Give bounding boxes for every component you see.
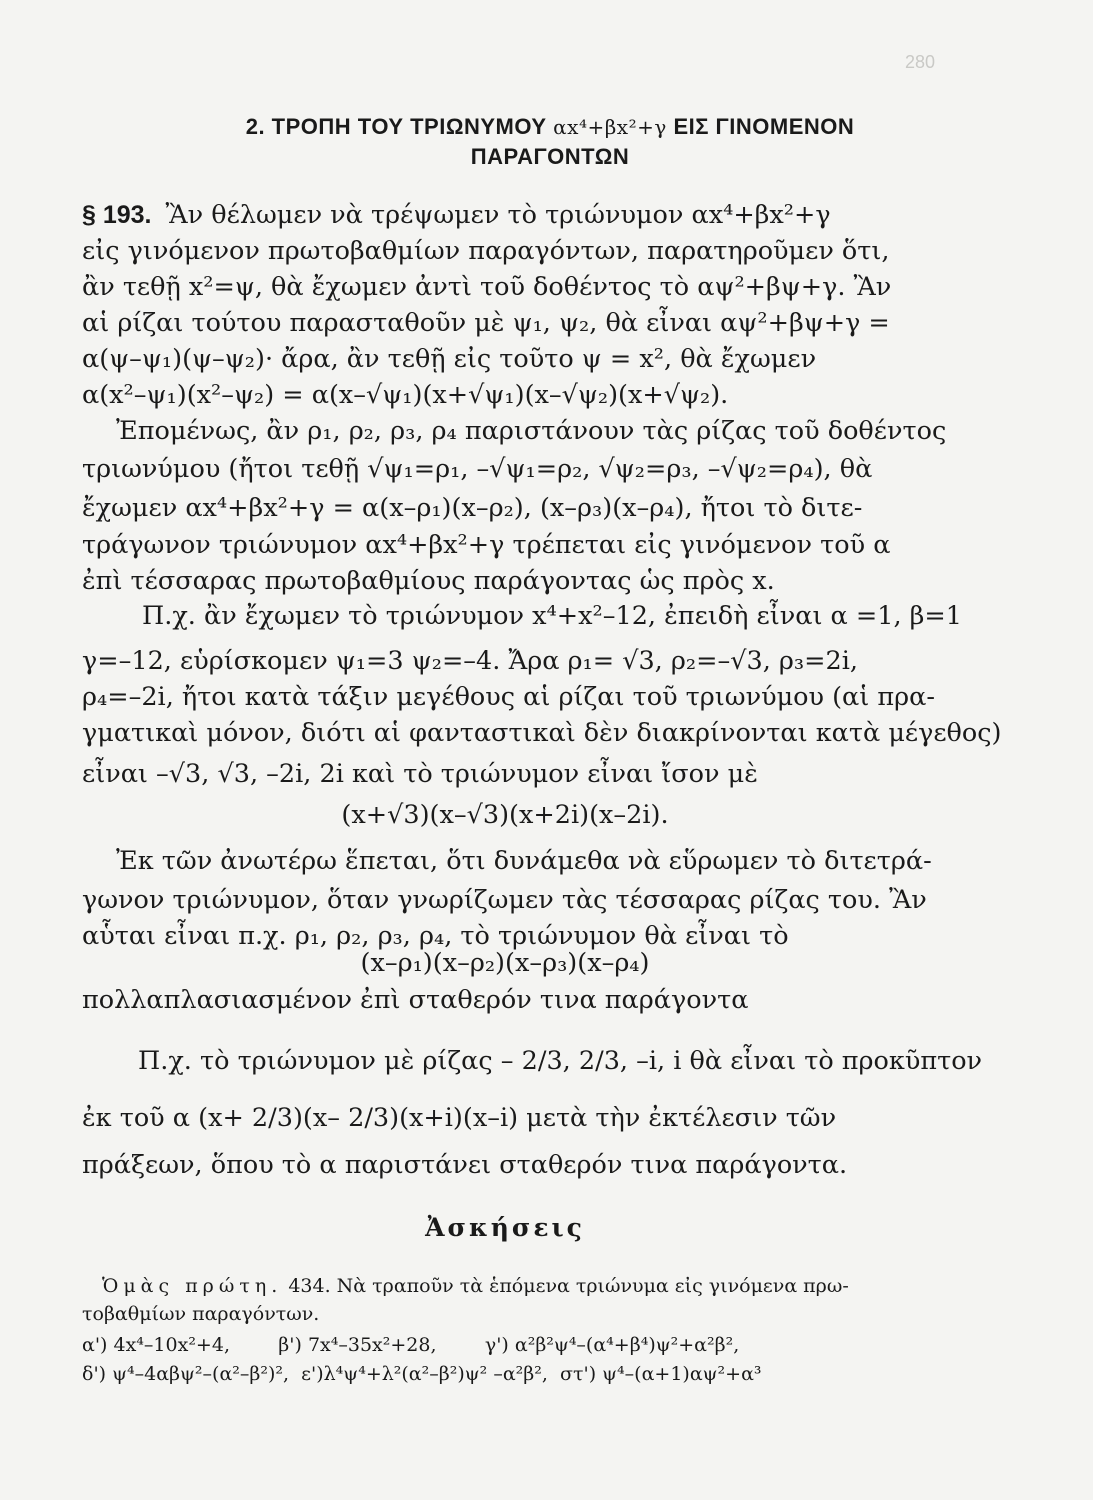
- text-line: ρ₄=–2i, ἤτοι κατὰ τάξιν μεγέθους αἱ ρίζαι τοῦ τριωνύμου (αἱ πρα-: [82, 682, 935, 712]
- text-line: [82, 197, 928, 233]
- display-formula: (x–ρ₁)(x–ρ₂)(x–ρ₃)(x–ρ₄): [360, 948, 650, 978]
- text-line: τράγωνον τριώνυμον αx⁴+βx²+γ τρέπεται εἰς γινόμενον τοῦ α: [82, 530, 891, 560]
- text-line: Ἐπομένως, ἂν ρ₁, ρ₂, ρ₃, ρ₄ παριστάνουν τὰς ρίζας τοῦ δοθέντος: [116, 416, 947, 446]
- text-line: πολλαπλασιασμένον ἐπὶ σταθερόν τινα παράγοντα: [82, 985, 749, 1015]
- text-line: ἐπὶ τέσσαρας πρωτοβαθμίους παράγοντας ὡς πρὸς x.: [82, 566, 775, 596]
- bleed-through-page-number: 280: [905, 52, 936, 72]
- text-line-content: Ἂν θέλωμεν νὰ τρέψωμεν τὸ τριώνυμον αx⁴+βx²+γ: [165, 200, 831, 230]
- text-line: ἂν τεθῇ x²=ψ, θὰ ἔχωμεν ἀντὶ τοῦ δοθέντος τὸ αψ²+βψ+γ. Ἂν: [82, 272, 892, 302]
- chapter-heading-line2: ΠΑΡΑΓΟΝΤΩΝ: [470, 144, 630, 169]
- text-line: γ=–12, εὑρίσκομεν ψ₁=3 ψ₂=–4. Ἄρα ρ₁= √3, ρ₂=–√3, ρ₃=2i,: [82, 646, 858, 676]
- heading-part-b: ΕΙΣ ΓΙΝΟΜΕΝΟΝ: [673, 114, 855, 139]
- text-line: ἔχωμεν αx⁴+βx²+γ = α(x–ρ₁)(x–ρ₂), (x–ρ₃)(x–ρ₄), ἤτοι τὸ διτε-: [82, 493, 863, 523]
- exercise-text: 434. Νὰ τραποῦν τὰ ἑπόμενα τριώνυμα εἰς γινόμενα πρω-: [288, 1275, 849, 1297]
- text-line: Π.χ. τὸ τριώνυμον μὲ ρίζας – 2/3, 2/3, –i, i θὰ εἶναι τὸ προκῦπτον: [138, 1046, 983, 1076]
- heading-math: αx⁴+βx²+γ: [553, 115, 667, 139]
- text-line: τριωνύμου (ἤτοι τεθῇ √ψ₁=ρ₁, –√ψ₁=ρ₂, √ψ₂=ρ₃, –√ψ₂=ρ₄), θὰ: [82, 454, 873, 484]
- text-line: γωνον τριώνυμον, ὅταν γνωρίζωμεν τὰς τέσσαρας ρίζας του. Ἂν: [82, 885, 927, 915]
- exercise-line: α') 4x⁴–10x²+4, β') 7x⁴–35x²+28, γ') α²β²ψ⁴–(α⁴+β⁴)ψ²+α²β²,: [82, 1334, 740, 1356]
- text-line: Ἐκ τῶν ἀνωτέρω ἕπεται, ὅτι δυνάμεθα νὰ εὕρωμεν τὸ διτετρά-: [116, 846, 932, 876]
- exercise-line: δ') ψ⁴–4αβψ²–(α²–β²)², ε')λ⁴ψ⁴+λ²(α²–β²)ψ² –α²β², στ') ψ⁴–(α+1)αψ²+α³: [82, 1363, 762, 1385]
- text-line: αὗται εἶναι π.χ. ρ₁, ρ₂, ρ₃, ρ₄, τὸ τριώνυμον θὰ εἶναι τὸ: [82, 921, 789, 951]
- text-line: πράξεων, ὅπου τὸ α παριστάνει σταθερόν τινα παράγοντα.: [82, 1150, 848, 1180]
- text-line: α(ψ–ψ₁)(ψ–ψ₂)· ἄρα, ἂν τεθῇ εἰς τοῦτο ψ = x², θὰ ἔχωμεν: [82, 344, 817, 374]
- exercises-title: Ἀσκήσεις: [425, 1213, 585, 1242]
- text-line: ἐκ τοῦ α (x+ 2/3)(x– 2/3)(x+i)(x–i) μετὰ τὴν ἐκτέλεσιν τῶν: [82, 1103, 837, 1133]
- text-line: εἶναι –√3, √3, –2i, 2i καὶ τὸ τριώνυμον εἶναι ἴσον μὲ: [82, 759, 758, 789]
- chapter-heading: [110, 114, 990, 140]
- exercise-line: τοβαθμίων παραγόντων.: [82, 1303, 320, 1325]
- text-line: γματικαὶ μόνον, διότι αἱ φανταστικαὶ δὲν διακρίνονται κατὰ μέγεθος): [82, 718, 1002, 748]
- text-line: αἱ ρίζαι τούτου παρασταθοῦν μὲ ψ₁, ψ₂, θὰ εἶναι αψ²+βψ+γ =: [82, 308, 890, 338]
- exercise-line: [82, 1273, 948, 1299]
- text-line: Π.χ. ἂν ἔχωμεν τὸ τριώνυμον x⁴+x²–12, ἐπειδὴ εἶναι α =1, β=1: [142, 601, 963, 631]
- exercise-group-label: Ὁμὰς πρώτη.: [102, 1275, 283, 1297]
- text-line: α(x²–ψ₁)(x²–ψ₂) = α(x–√ψ₁)(x+√ψ₁)(x–√ψ₂)(x+√ψ₂).: [82, 380, 729, 410]
- heading-part-a: 2. ΤΡΟΠΗ ΤΟΥ ΤΡΙΩΝΥΜΟΥ: [245, 114, 547, 139]
- text-line: εἰς γινόμενον πρωτοβαθμίων παραγόντων, παρατηροῦμεν ὅτι,: [82, 236, 890, 266]
- display-formula: (x+√3)(x–√3)(x+2i)(x–2i).: [341, 800, 669, 830]
- section-number: § 193.: [82, 201, 152, 229]
